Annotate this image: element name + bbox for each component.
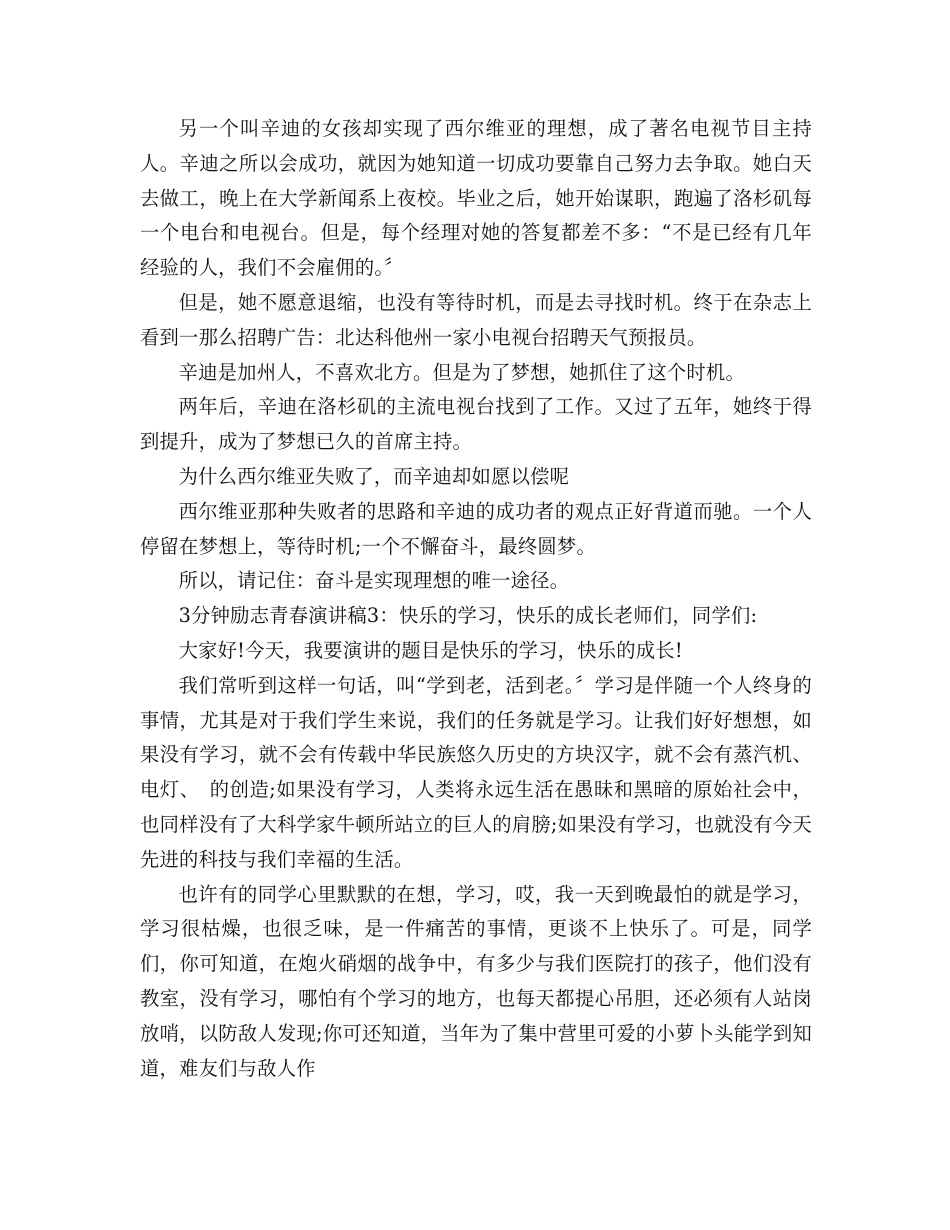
paragraph-8: 大家好!今天，我要演讲的题目是快乐的学习，快乐的成长! — [178, 638, 683, 662]
paragraph-10: 也许有的同学心里默默的在想，学习，哎，我一天到晚最怕的就是学习，学习很枯燥，也很乏味，是一件痛苦的事情，更谈不上快乐了。可是，同学们，你可知道，在炮火硝烟的战争中，有多少与我们医院打的孩子，他们没有教室，没有学习，哪怕有个学习的地方，也每天都提心吊胆，还必须有人站岗放哨，以防敌人发现;你可还知道，当年为了集中营里可爱的小萝卜头能学到知道，难友们与敌人作 — [140, 882, 812, 1080]
paragraph-5: 为什么西尔维亚失败了，而辛迪却如愿以偿呢 — [178, 464, 570, 488]
section-heading: 3分钟励志青春演讲稿3：快乐的学习，快乐的成长老师们，同学们: — [178, 604, 758, 628]
document-page — [140, 112, 812, 1086]
paragraph-1: 另一个叫辛迪的女孩却实现了西尔维亚的理想，成了著名电视节目主持人。辛迪之所以会成功，就因为她知道一切成功要靠自己努力去争取。她白天去做工，晚上在大学新闻系上夜校。毕业之后，她开始谋职，跑遍了洛杉矶每一个电台和电视台。但是，每个经理对她的答复都差不多：“不是已经有几年经验的人，我们不会雇佣的。〞 — [140, 117, 812, 280]
paragraph-6: 西尔维亚那种失败者的思路和辛迪的成功者的观点正好背道而驰。一个人停留在梦想上，等待时机;一个不懈奋斗，最终圆梦。 — [140, 499, 812, 558]
paragraph-7: 所以，请记住：奋斗是实现理想的唯一途径。 — [178, 569, 570, 593]
paragraph-3: 辛迪是加州人，不喜欢北方。但是为了梦想，她抓住了这个时机。 — [178, 360, 745, 384]
paragraph-2: 但是，她不愿意退缩，也没有等待时机，而是去寻找时机。终于在杂志上看到一那么招聘广告：北达科他州一家小电视台招聘天气预报员。 — [140, 290, 812, 349]
paragraph-4: 两年后，辛迪在洛杉矶的主流电视台找到了工作。又过了五年，她终于得到提升，成为了梦想已久的首席主持。 — [140, 395, 812, 454]
paragraph-9: 我们常听到这样一句话，叫“学到老，活到老。〞学习是伴随一个人终身的事情，尤其是对于我们学生来说，我们的任务就是学习。让我们好好想想，如果没有学习，就不会有传载中华民族悠久历史的方块汉字，就不会有蒸汽机、电灯、 的创造;如果没有学习，人类将永远生活在愚昧和黑暗的原始社会中，也同样没有了大科学家牛顿所站立的巨人的肩膀;如果没有学习，也就没有今天先进的科技与我们幸福的生活。 — [140, 673, 812, 871]
